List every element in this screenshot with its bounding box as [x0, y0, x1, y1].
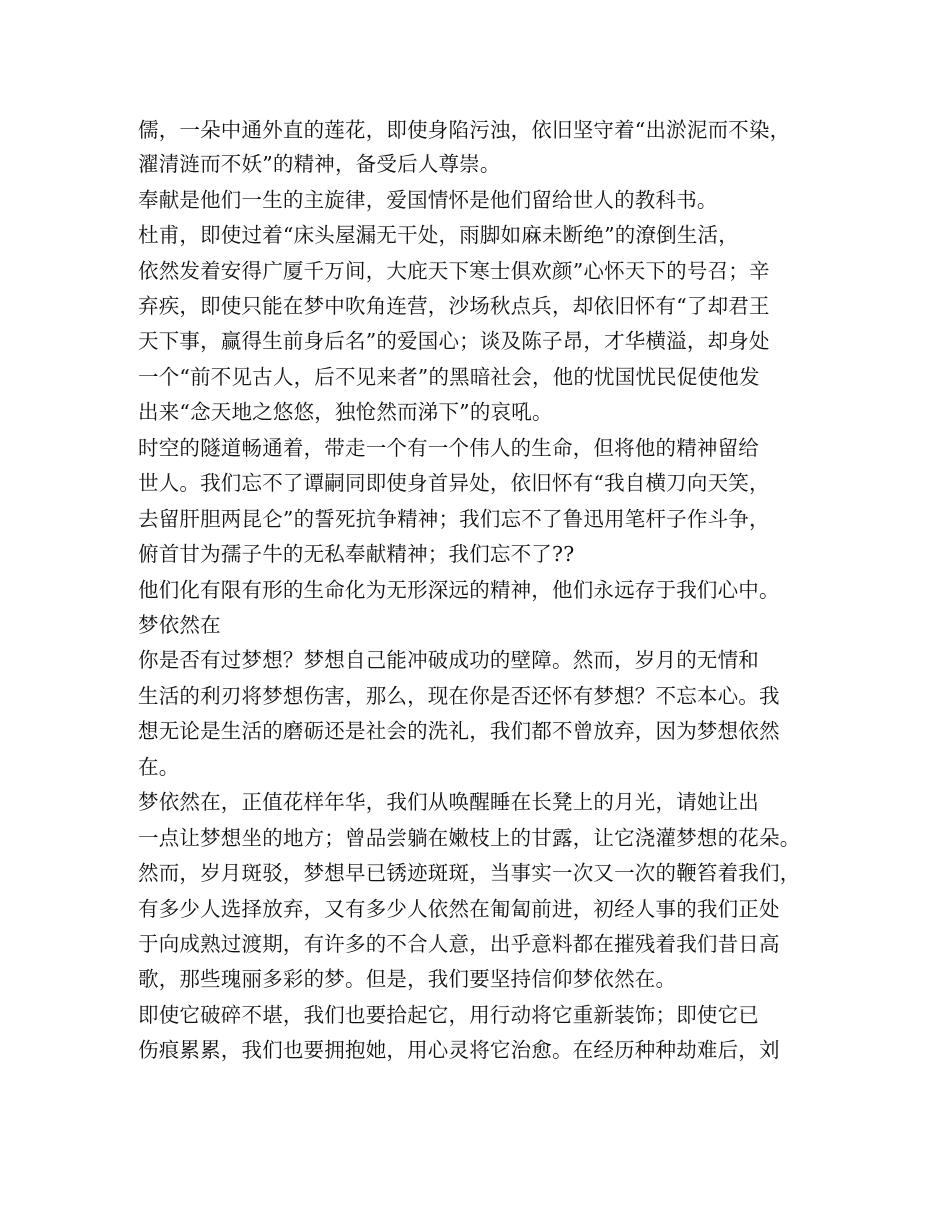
text-line: 俯首甘为孺子牛的无私奉献精神；我们忘不了?? — [138, 542, 575, 566]
text-line: 去留肝胆两昆仑”的誓死抗争精神；我们忘不了鲁迅用笔杆子作斗争， — [138, 507, 770, 531]
text-line: 奉献是他们一生的主旋律，爱国情怀是他们留给世人的教科书。 — [138, 188, 718, 212]
text-line: 伤痕累累，我们也要拥抱她，用心灵将它治愈。在经历种种劫难后，刘 — [138, 1038, 780, 1062]
text-line: 梦依然在，正值花样年华，我们从唤醒睡在长凳上的月光，请她让出 — [138, 790, 759, 814]
text-line: 世人。我们忘不了谭嗣同即使身首异处，依旧怀有“我自横刀向天笑， — [138, 471, 770, 495]
text-line: 一点让梦想坐的地方；曾品尝躺在嫩枝上的甘露，让它浇灌梦想的花朵。 — [138, 826, 801, 850]
text-line: 在。 — [138, 755, 180, 779]
text-line: 弃疾，即使只能在梦中吹角连营，沙场秋点兵，却依旧怀有“了却君王 — [138, 294, 770, 318]
text-line: 天下事，赢得生前身后名”的爱国心；谈及陈子昂，才华横溢，却身处 — [138, 329, 770, 353]
text-line: 依然发着安得广厦千万间，大庇天下寒士俱欢颜”心怀天下的号召；辛 — [138, 259, 770, 283]
text-line: 你是否有过梦想？梦想自己能冲破成功的壁障。然而，岁月的无情和 — [138, 648, 759, 672]
text-line: 然而，岁月斑驳，梦想早已锈迹斑斑，当事实一次又一次的鞭笞着我们， — [138, 861, 801, 885]
text-line: 他们化有限有形的生命化为无形深远的精神，他们永远存于我们心中。 — [138, 578, 780, 602]
text-line: 杜甫，即使过着“床头屋漏无干处，雨脚如麻未断绝”的潦倒生活， — [138, 223, 739, 247]
text-line: 歌，那些瑰丽多彩的梦。但是，我们要坚持信仰梦依然在。 — [138, 967, 677, 991]
text-line: 生活的利刃将梦想伤害，那么，现在你是否还怀有梦想？不忘本心。我 — [138, 684, 780, 708]
text-line: 有多少人选择放弃，又有多少人依然在匍匐前进，初经人事的我们正处 — [138, 897, 780, 921]
text-line: 出来“念天地之悠悠，独怆然而涕下”的哀吼。 — [138, 400, 553, 424]
text-line: 于向成熟过渡期，有许多的不合人意，出乎意料都在摧残着我们昔日高 — [138, 932, 780, 956]
text-line: 想无论是生活的磨砺还是社会的洗礼，我们都不曾放弃，因为梦想依然 — [138, 719, 780, 743]
text-line: 濯清涟而不妖”的精神，备受后人尊崇。 — [138, 152, 501, 176]
text-line: 时空的隧道畅通着，带走一个有一个伟人的生命，但将他的精神留给 — [138, 436, 759, 460]
section-heading: 梦依然在 — [138, 613, 221, 637]
text-line: 即使它破碎不堪，我们也要拾起它，用行动将它重新装饰；即使它已 — [138, 1003, 759, 1027]
text-line: 一个“前不见古人，后不见来者”的黑暗社会，他的忧国忧民促使他发 — [138, 365, 760, 389]
text-line: 儒，一朵中通外直的莲花，即使身陷污浊，依旧坚守着“出淤泥而不染， — [138, 118, 791, 142]
